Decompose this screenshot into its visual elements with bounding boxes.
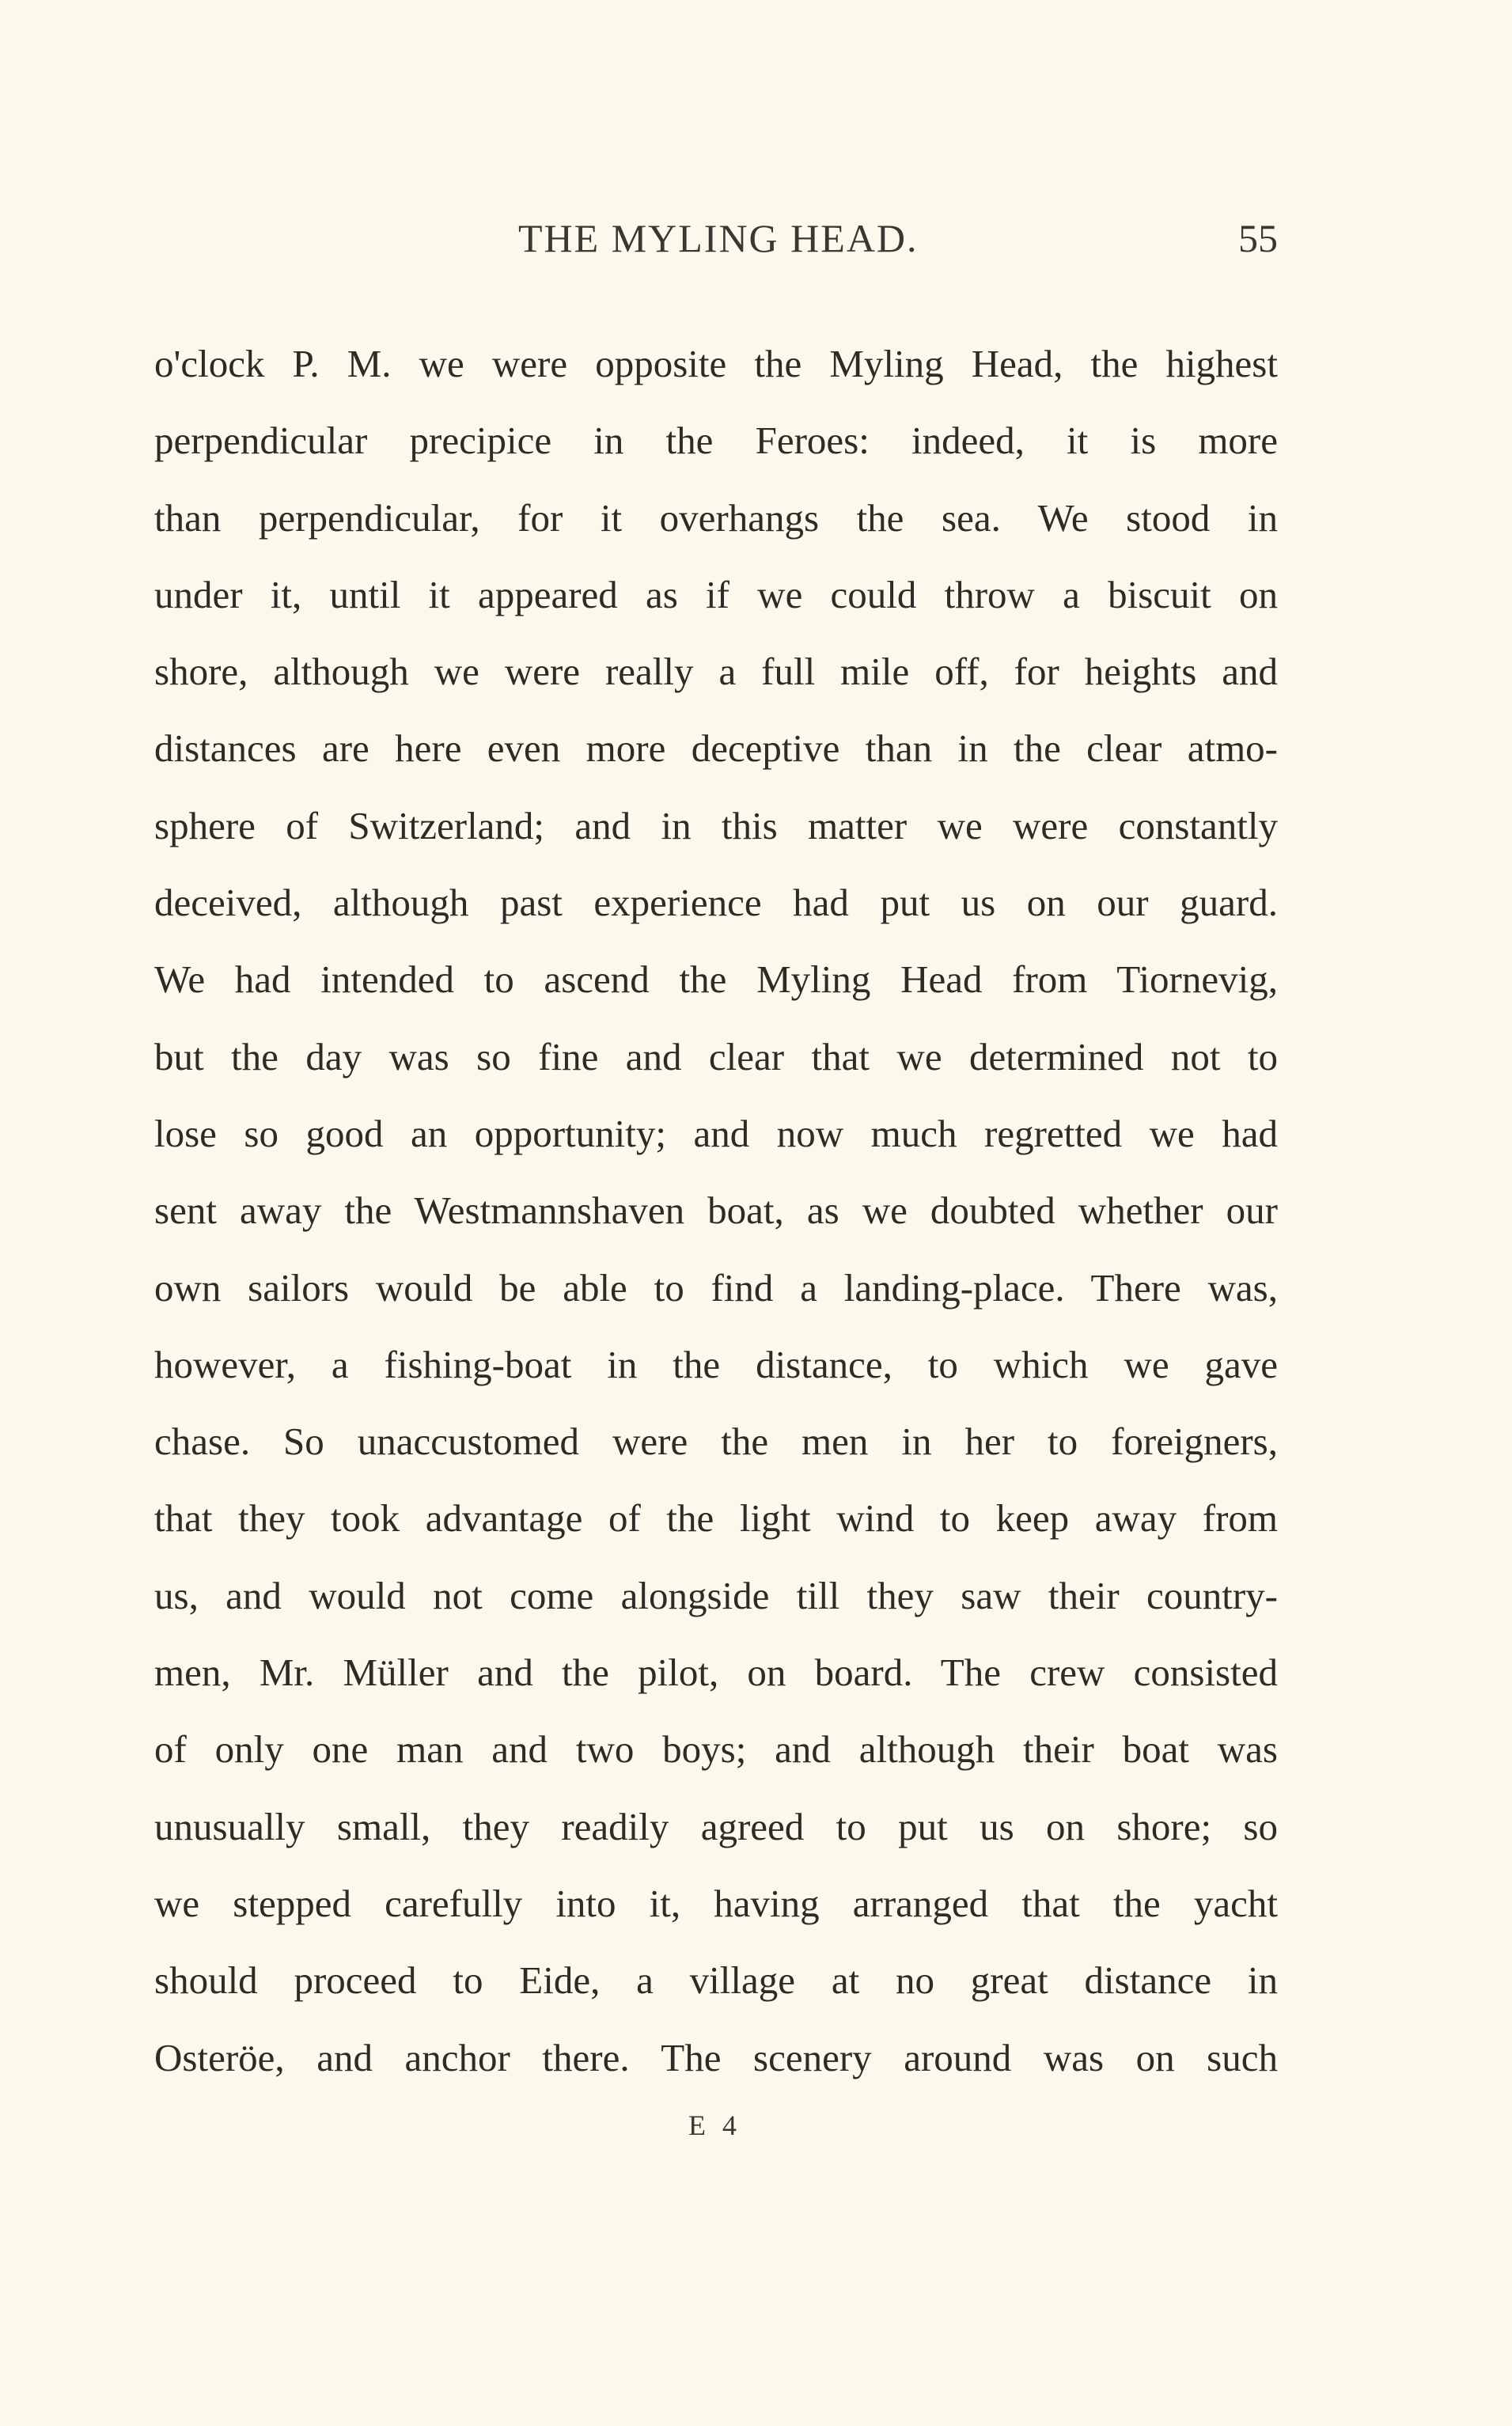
text-line: o'clock P. M. we were opposite the Myling Head, the highest	[154, 342, 1278, 385]
text-line: that they took advantage of the light wind to keep away from	[154, 1496, 1278, 1541]
signature-mark: E 4	[688, 2109, 741, 2141]
page-number: 55	[1238, 216, 1278, 260]
running-head-title: THE MYLING HEAD.	[518, 216, 919, 260]
text-line: men, Mr. Müller and the pilot, on board. The crew consisted	[154, 1651, 1278, 1695]
text-line: than perpendicular, for it overhangs the sea. We stood in	[154, 495, 1278, 540]
text-line: unusually small, they readily agreed to put us on shore; so	[154, 1804, 1278, 1848]
text-line: but the day was so fine and clear that we determined not to	[154, 1034, 1278, 1078]
body-text	[154, 336, 1278, 2107]
text-line: We had intended to ascend the Myling Head from Tiornevig,	[154, 957, 1278, 1002]
text-line: should proceed to Eide, a village at no great distance in	[154, 1958, 1278, 2003]
running-head	[0, 215, 1512, 271]
text-line: Osteröe, and anchor there. The scenery around was on such	[154, 2035, 1278, 2079]
text-line: sphere of Switzerland; and in this matter we were constantly	[154, 803, 1278, 847]
text-line: perpendicular precipice in the Feroes: indeed, it is more	[154, 419, 1278, 463]
text-line: us, and would not come alongside till they saw their country-	[154, 1573, 1278, 1617]
text-line: shore, although we were really a full mile off, for heights and	[154, 650, 1278, 694]
text-line: distances are here even more deceptive than in the clear atmo-	[154, 726, 1278, 771]
text-line: deceived, although past experience had put us on our guard.	[154, 881, 1278, 925]
text-line: of only one man and two boys; and although their boat was	[154, 1727, 1278, 1772]
text-line: chase. So unaccustomed were the men in her to foreigners,	[154, 1420, 1278, 1464]
text-line: under it, until it appeared as if we could throw a biscuit on	[154, 572, 1278, 616]
text-line: sent away the Westmannshaven boat, as we doubted whether our	[154, 1188, 1278, 1233]
text-line: we stepped carefully into it, having arranged that the yacht	[154, 1881, 1278, 1925]
text-line: lose so good an opportunity; and now much regretted we had	[154, 1111, 1278, 1155]
text-line: own sailors would be able to find a landing-place. There was,	[154, 1265, 1278, 1310]
text-line: however, a fishing-boat in the distance, to which we gave	[154, 1342, 1278, 1386]
